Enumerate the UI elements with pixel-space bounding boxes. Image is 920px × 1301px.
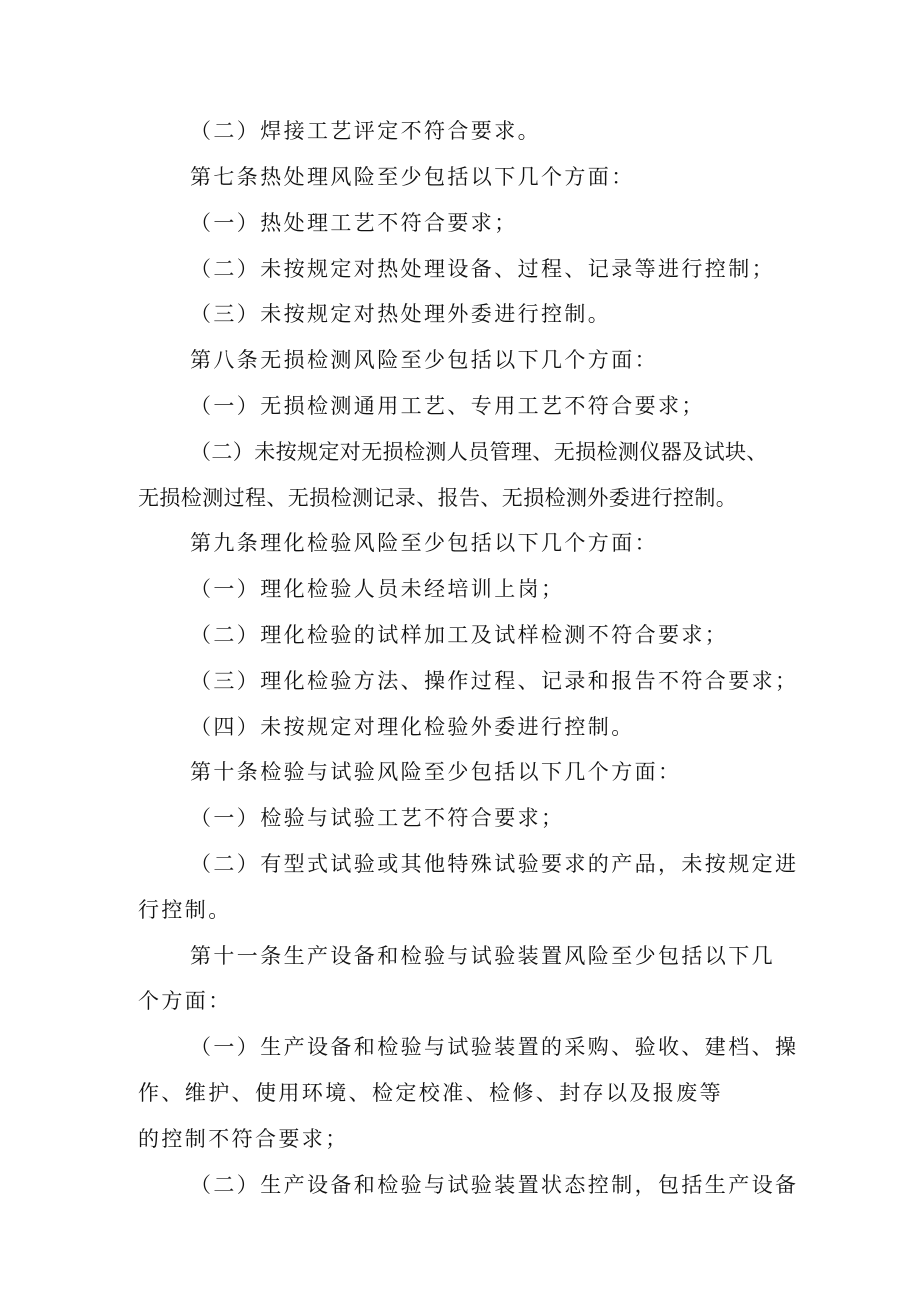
- article-7-heading: 第七条热处理风险至少包括以下几个方面：: [190, 165, 635, 189]
- paragraph-line-13: （三）理化检验方法、操作过程、记录和报告不符合要求；: [190, 669, 799, 693]
- paragraph-line-9: 无损检测过程、无损检测记录、报告、无损检测外委进行控制。: [138, 486, 738, 510]
- paragraph-line-18: 行控制。: [138, 898, 232, 922]
- paragraph-line-24: （二）生产设备和检验与试验装置状态控制，包括生产设备: [190, 1173, 799, 1197]
- article-9-heading: 第九条理化检验风险至少包括以下几个方面：: [190, 531, 658, 555]
- paragraph-line-5: （三）未按规定对热处理外委进行控制。: [190, 302, 612, 326]
- paragraph-line-22: 作、维护、使用环境、检定校准、检修、封存以及报废等: [138, 1081, 723, 1105]
- paragraph-line-17: （二）有型式试验或其他特殊试验要求的产品，未按规定进: [190, 852, 799, 876]
- paragraph-line-12: （二）理化检验的试样加工及试样检测不符合要求；: [190, 623, 729, 647]
- paragraph-line-23: 的控制不符合要求；: [138, 1127, 349, 1151]
- paragraph-line-21: （一）生产设备和检验与试验装置的采购、验收、建档、操: [190, 1035, 799, 1059]
- article-11-heading: 第十一条生产设备和检验与试验装置风险至少包括以下几: [190, 944, 775, 968]
- article-10-heading: 第十条检验与试验风险至少包括以下几个方面：: [190, 760, 682, 784]
- paragraph-line-14: （四）未按规定对理化检验外委进行控制。: [190, 715, 635, 739]
- paragraph-line-1: （二）焊接工艺评定不符合要求。: [190, 119, 541, 143]
- paragraph-line-16: （一）检验与试验工艺不符合要求；: [190, 806, 565, 830]
- article-8-heading: 第八条无损检测风险至少包括以下几个方面：: [190, 348, 658, 372]
- paragraph-line-20: 个方面：: [138, 989, 232, 1013]
- paragraph-line-3: （一）热处理工艺不符合要求；: [190, 211, 518, 235]
- paragraph-line-11: （一）理化检验人员未经培训上岗；: [190, 577, 565, 601]
- paragraph-line-7: （一）无损检测通用工艺、专用工艺不符合要求；: [190, 394, 705, 418]
- paragraph-line-8: （二）未按规定对无损检测人员管理、无损检测仪器及试块、: [190, 440, 768, 464]
- paragraph-line-4: （二）未按规定对热处理设备、过程、记录等进行控制；: [190, 257, 775, 281]
